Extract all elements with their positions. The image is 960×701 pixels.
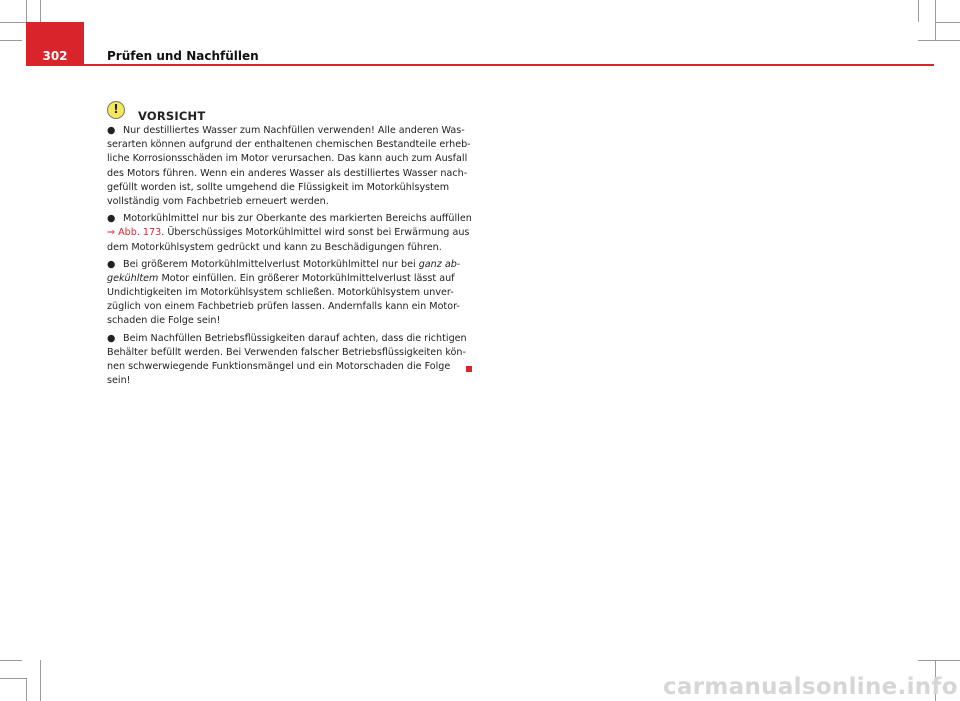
- text-line: des Motors führen. Wenn ein anderes Wasser als destilliertes Wasser nach-: [107, 167, 468, 179]
- bullet: ●: [107, 213, 116, 225]
- text-line: liche Korrosionsschäden im Motor verursachen. Das kann auch zum Ausfall: [107, 153, 468, 165]
- crop-mark: [0, 678, 26, 679]
- crop-mark: [26, 678, 27, 701]
- text-line: Undichtigkeiten im Motorkühlsystem schließen. Motorkühlsystem unver-: [107, 287, 454, 299]
- text-line: dem Motorkühlsystem gedrückt und kann zu Beschädigungen führen.: [107, 241, 442, 253]
- text-line: serarten können aufgrund der enthaltenen chemischen Bestandteile erheb-: [107, 139, 471, 151]
- warning-body: [107, 124, 472, 388]
- crop-mark: [26, 0, 27, 22]
- emphasis-text: ganz ab-: [418, 258, 461, 270]
- section-end-mark: [466, 366, 472, 372]
- bullet: ●: [107, 332, 116, 344]
- text-line: gefüllt worden ist, sollte umgehend die Flüssigkeit im Motorkühlsystem: [107, 181, 450, 193]
- crop-mark: [0, 22, 26, 23]
- crop-mark: [935, 22, 960, 23]
- text-line: Beim Nachfüllen Betriebsflüssigkeiten darauf achten, dass die richtigen: [123, 332, 467, 344]
- bullet: ●: [107, 258, 116, 270]
- text-line: Bei größerem Motorkühlmittelverlust Motorkühlmittel nur bei: [123, 258, 419, 270]
- crop-mark: [918, 0, 919, 22]
- warning-item: [107, 124, 469, 209]
- crop-mark: [918, 660, 960, 661]
- exclamation-circle-icon: !: [107, 101, 125, 119]
- bullet: ●: [107, 125, 116, 136]
- crop-mark: [0, 660, 22, 661]
- header-rule: [84, 64, 934, 66]
- text-line: Behälter befüllt werden. Bei Verwenden falscher Betriebsflüssigkeiten kön-: [107, 346, 466, 358]
- page-number: 302: [42, 49, 68, 63]
- page-title: Prüfen und Nachfüllen: [107, 49, 259, 63]
- text-line: vollständig vom Fachbetrieb erneuert werden.: [107, 195, 329, 207]
- text-line: Nur destilliertes Wasser zum Nachfüllen verwenden! Alle anderen Was-: [123, 125, 465, 136]
- text-line: nen schwerwiegende Funktionsmängel und ein Motorschaden die Folge: [107, 361, 451, 372]
- crop-mark: [918, 40, 960, 41]
- warning-item: [107, 212, 472, 255]
- text-line: Motor einfüllen. Ein größerer Motorkühlmittelverlust lässt auf: [158, 272, 455, 284]
- warning-item: [107, 332, 469, 389]
- warning-item: [107, 258, 469, 329]
- crop-mark: [935, 0, 936, 40]
- figure-cross-reference-link[interactable]: ⇒ Abb. 173: [107, 227, 162, 239]
- crop-mark: [0, 40, 22, 41]
- watermark: carmanualsonline.info: [663, 674, 958, 700]
- text-line: schaden die Folge sein!: [107, 315, 221, 327]
- emphasis-text: gekühltem: [107, 272, 159, 284]
- text-line: Motorkühlmittel nur bis zur Oberkante des markierten Bereichs auffüllen: [123, 213, 472, 225]
- warning-title: VORSICHT: [138, 109, 206, 123]
- text-line: züglich von einem Fachbetrieb prüfen lassen. Andernfalls kann ein Motor-: [107, 301, 460, 313]
- crop-mark: [40, 660, 41, 701]
- text-line: . Überschüssiges Motorkühlmittel wird sonst bei Erwärmung aus: [161, 227, 470, 239]
- text-line: sein!: [107, 375, 131, 387]
